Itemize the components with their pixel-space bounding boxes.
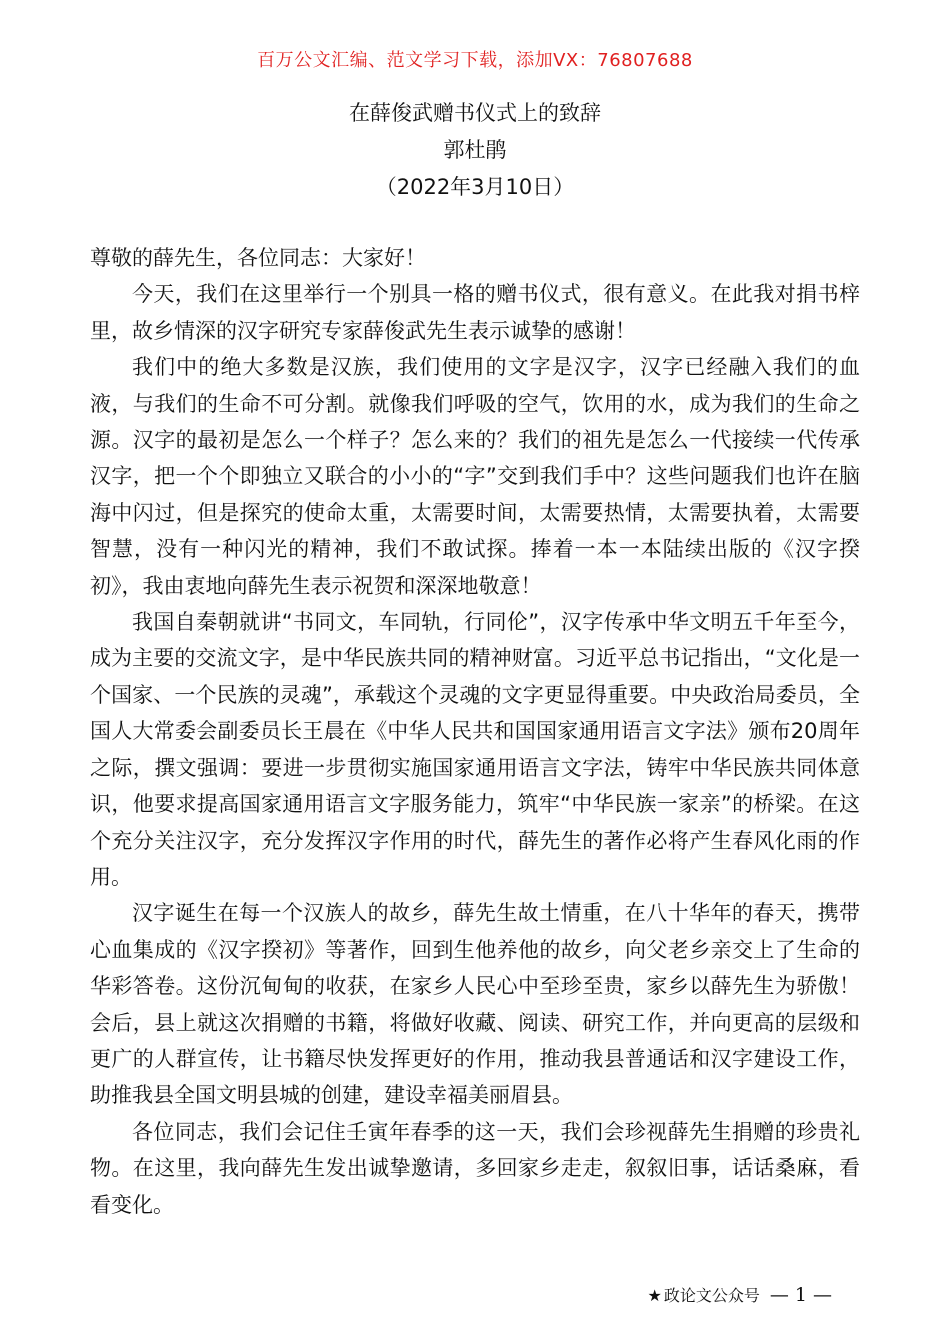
page-number: — 1 —	[769, 1284, 832, 1306]
speech-date: （2022年3月10日）	[375, 175, 575, 199]
author-name: 郭杜鹃	[443, 138, 507, 162]
title-block	[0, 95, 950, 206]
greeting: 尊敬的薛先生，各位同志：大家好！	[90, 246, 426, 270]
paragraph-5: 各位同志，我们会记住壬寅年春季的这一天，我们会珍视薛先生捐赠的珍贵礼物。在这里，我向薛先生发出诚挚邀请，多回家乡走走，叙叙旧事，话话桑麻，看看变化。	[90, 1119, 860, 1217]
footer-source: 政论文公众号	[663, 1286, 760, 1305]
star-icon: ★	[647, 1286, 662, 1305]
download-banner: 百万公文汇编、范文学习下载，添加VX：76807688	[257, 50, 693, 71]
paragraph-1: 今天，我们在这里举行一个别具一格的赠书仪式，很有意义。在此我对捐书梓里，故乡情深的汉字研究专家薛俊武先生表示诚挚的感谢！	[90, 282, 860, 343]
paragraph-3: 我国自秦朝就讲“书同文，车同轨，行同伦”，汉字传承中华文明五千年至今，成为主要的交流文字，是中华民族共同的精神财富。习近平总书记指出，“文化是一个国家、一个民族的灵魂”，承载这个灵魂的文字更显得重要。中央政治局委员，全国人大常委会副委员长王晨在《中华人民共和国国家通用语言文字法》颁布20周年之际，撰文强调：要进一步贯彻实施国家通用语言文字法，铸牢中华民族共同体意识，他要求提高国家通用语言文字服务能力，筑牢“中华民族一家亲”的桥梁。在这个充分关注汉字，充分发挥汉字作用的时代，薛先生的著作必将产生春风化雨的作用。	[90, 610, 860, 889]
document-title: 在薛俊武赠书仪式上的致辞	[349, 101, 601, 125]
speech-body	[90, 240, 860, 1223]
page-footer	[647, 1283, 832, 1306]
paragraph-4: 汉字诞生在每一个汉族人的故乡，薛先生故土情重，在八十华年的春天，携带心血集成的《汉字揆初》等著作，回到生他养他的故乡，向父老乡亲交上了生命的华彩答卷。这份沉甸甸的收获，在家乡人民心中至珍至贵，家乡以薛先生为骄傲！会后，县上就这次捐赠的书籍，将做好收藏、阅读、研究工作，并向更高的层级和更广的人群宣传，让书籍尽快发挥更好的作用，推动我县普通话和汉字建设工作，助推我县全国文明县城的创建，建设幸福美丽眉县。	[90, 901, 860, 1108]
paragraph-2: 我们中的绝大多数是汉族，我们使用的文字是汉字，汉字已经融入我们的血液，与我们的生命不可分割。就像我们呼吸的空气，饮用的水，成为我们的生命之源。汉字的最初是怎么一个样子？怎么来的？我们的祖先是怎么一代接续一代传承汉字，把一个个即独立又联合的小小的“字”交到我们手中？这些问题我们也许在脑海中闪过，但是探究的使命太重，太需要时间，太需要热情，太需要执着，太需要智慧，没有一种闪光的精神，我们不敢试探。捧着一本一本陆续出版的《汉字揆初》，我由衷地向薛先生表示祝贺和深深地敬意！	[90, 355, 860, 598]
